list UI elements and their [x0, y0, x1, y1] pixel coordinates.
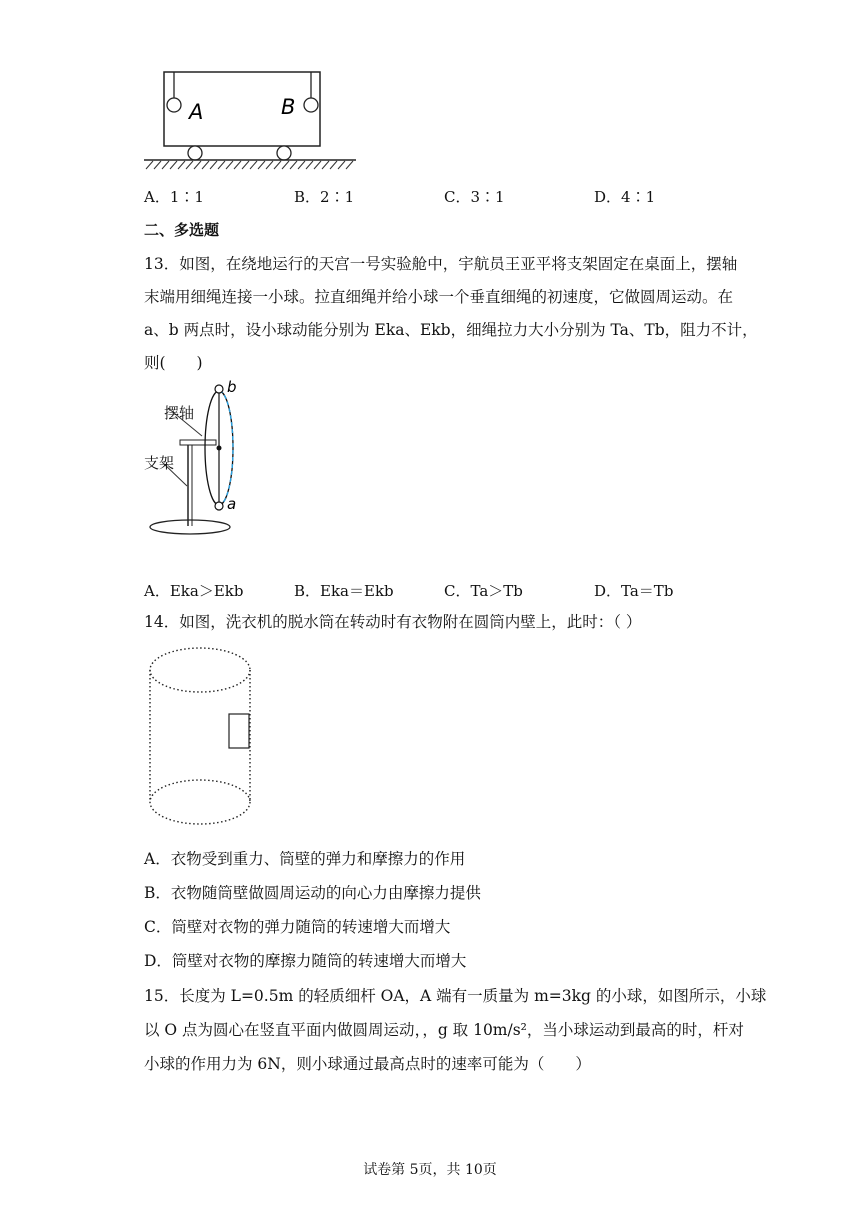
label-axis: 摆轴: [164, 404, 195, 422]
ball-a: [215, 502, 223, 510]
q13-stem-line4: 则( ): [144, 354, 203, 372]
cylinder-bottom: [150, 780, 250, 824]
q15-stem-line2: 以 O 点为圆心在竖直平面内做圆周运动，，g 取 10m/s²，当小球运动到最高的时，杆对: [144, 1021, 744, 1039]
q12-option-c: C．3∶1: [444, 188, 505, 206]
wheel-left: [188, 146, 202, 160]
q15-stem-line1: 15．长度为 L=0.5m 的轻质细杆 OA，A 端有一质量为 m=3kg 的小球，如图所示，小球: [144, 987, 767, 1005]
q13-figure: [140, 378, 270, 540]
clothes-block: [229, 714, 249, 748]
cart-figure: [140, 68, 360, 172]
q13-stem-line2: 末端用细绳连接一小球。拉直细绳并给小球一个垂直细绳的初速度，它做圆周运动。在: [144, 288, 734, 306]
ball-A: [167, 98, 181, 112]
q12-option-a: A．1∶1: [144, 188, 204, 206]
cylinder-top: [150, 648, 250, 692]
q12-option-d: D．4∶1: [594, 188, 656, 206]
page-footer: 试卷第 5页，共 10页: [363, 1162, 497, 1178]
q14-option-a: A．衣物受到重力、筒壁的弹力和摩擦力的作用: [144, 850, 466, 868]
stand-base: [150, 520, 230, 534]
label-B: B: [281, 95, 296, 119]
ball-B: [304, 98, 318, 112]
q15-stem-line3: 小球的作用力为 6N，则小球通过最高点时的速率可能为（ ）: [144, 1055, 591, 1073]
label-stand: 支架: [144, 454, 175, 472]
q13-option-d: D．Ta＝Tb: [594, 582, 674, 600]
q13-option-c: C．Ta＞Tb: [444, 582, 523, 600]
q13-option-b: B．Eka＝Ekb: [294, 582, 394, 600]
axis-bar: [180, 440, 216, 445]
label-a: a: [227, 495, 237, 513]
q13-option-a: A．Eka＞Ekb: [144, 582, 244, 600]
cart-body: [164, 72, 320, 146]
section-title-multiple-choice: 二、多选题: [144, 221, 220, 239]
q14-option-b: B．衣物随筒壁做圆周运动的向心力由摩擦力提供: [144, 884, 481, 902]
q13-stem-line3: a、b 两点时，设小球动能分别为 Eka、Ekb，细绳拉力大小分别为 Ta、Tb，阻力不计，: [144, 321, 758, 339]
q14-stem: 14．如图，洗衣机的脱水筒在转动时有衣物附在圆筒内壁上，此时：（ ）: [144, 613, 642, 631]
q14-option-d: D．筒壁对衣物的摩擦力随筒的转速增大而增大: [144, 952, 467, 970]
label-b: b: [227, 378, 237, 396]
ball-b: [215, 385, 223, 393]
label-A: A: [189, 100, 204, 124]
q14-cylinder-figure: [144, 642, 260, 834]
q12-option-b: B．2∶1: [294, 188, 355, 206]
q14-option-c: C．筒壁对衣物的弹力随筒的转速增大而增大: [144, 918, 451, 936]
wheel-right: [277, 146, 291, 160]
q13-stem-line1: 13．如图，在绕地运行的天宫一号实验舱中，宇航员王亚平将支架固定在桌面上，摆轴: [144, 255, 738, 273]
